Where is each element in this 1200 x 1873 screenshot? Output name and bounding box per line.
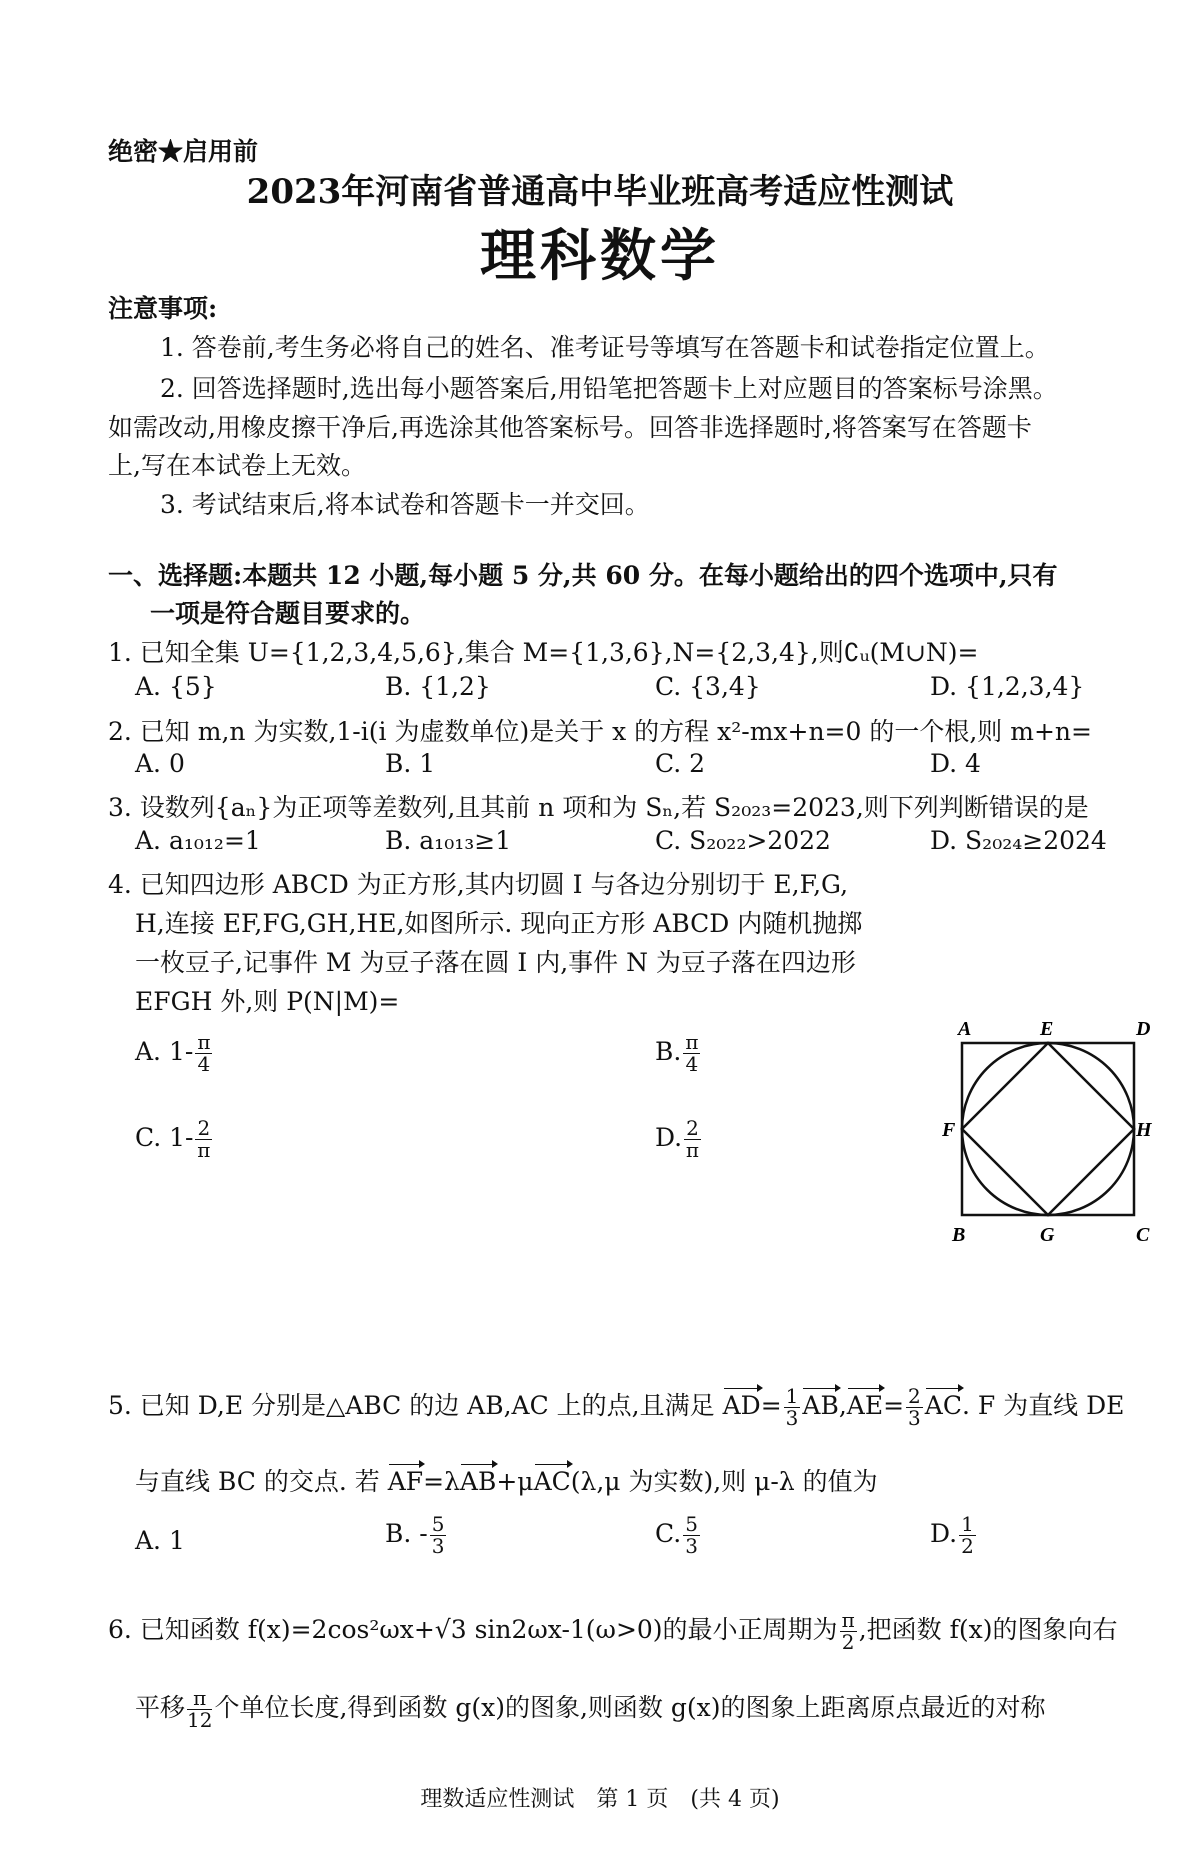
vector-ab-2: AB: [459, 1467, 497, 1496]
note-1: 1. 答卷前,考生务必将自己的姓名、准考证号等填写在答题卡和试卷指定位置上。: [160, 333, 1050, 362]
secret-label: 绝密★启用前: [108, 137, 259, 166]
q4-square-circle-figure: [940, 1015, 1150, 1245]
label-e: E: [1040, 1018, 1054, 1040]
label-g: G: [1040, 1224, 1055, 1246]
vector-ad: AD: [722, 1391, 761, 1420]
q2-option-b: B. 1: [385, 749, 436, 778]
question-5: 5. 已知 D,E 分别是△ABC 的边 AB,AC 上的点,且满足 AD= $\frac{1}{3}$ AB,AE= $\frac{2}{3}$ AC. F 为直线 DE: [108, 1384, 1125, 1430]
section-heading: 一、选择题:本题共 12 小题,每小题 5 分,共 60 分。在每小题给出的四个选项中,只有: [108, 561, 1058, 590]
q5-option-c: C. $\frac{5}{3}$: [655, 1512, 698, 1558]
q1-option-a: A. {5}: [135, 672, 217, 701]
q4-option-c: C. 1- $\frac{2}{\pi}$: [135, 1116, 211, 1162]
question-6: 6. 已知函数 f(x)=2cos²ωx+√3 sin2ωx-1(ω>0)的最小正周期为 $\frac{\pi}{2}$ ,把函数 f(x)的图象向右: [108, 1608, 1118, 1654]
question-4-line-3: 一枚豆子,记事件 M 为豆子落在圆 I 内,事件 N 为豆子落在四边形: [135, 948, 856, 977]
page-footer: 理数适应性测试 第 1 页 (共 4 页): [420, 1787, 780, 1812]
label-f: F: [942, 1119, 956, 1141]
vector-ac-2: AC: [533, 1467, 571, 1496]
label-d: D: [1136, 1018, 1151, 1040]
section-heading-cont: 一项是符合题目要求的。: [150, 599, 426, 628]
vector-ab: AB: [802, 1391, 839, 1420]
q2-option-a: A. 0: [135, 749, 185, 778]
question-6-line-2: 平移 $\frac{\pi}{12}$ 个单位长度,得到函数 g(x)的图象,则函数 g(x)的图象上距离原点最近的对称: [135, 1686, 1046, 1732]
q5-option-a: A. 1: [135, 1526, 185, 1555]
question-4-line-2: H,连接 EF,FG,GH,HE,如图所示. 现向正方形 ABCD 内随机抛掷: [135, 909, 863, 938]
notes-heading: 注意事项:: [108, 294, 218, 323]
q5-option-b: B. - $\frac{5}{3}$: [385, 1512, 445, 1558]
exam-title: 2023年河南省普通高中毕业班高考适应性测试: [246, 172, 954, 212]
q5-option-d: D. $\frac{1}{2}$: [930, 1512, 974, 1558]
vector-af: AF: [387, 1467, 424, 1496]
q3-option-d: D. S₂₀₂₄≥2024: [930, 826, 1107, 855]
q4-option-a: A. 1- $\frac{\pi}{4}$: [135, 1030, 211, 1076]
q4-option-b: B. $\frac{\pi}{4}$: [655, 1030, 699, 1076]
vector-ac: AC: [924, 1391, 962, 1420]
question-2: 2. 已知 m,n 为实数,1-i(i 为虚数单位)是关于 x 的方程 x²-mx+n=0 的一个根,则 m+n=: [108, 717, 1092, 746]
question-1: 1. 已知全集 U={1,2,3,4,5,6},集合 M={1,3,6},N={2,3,4},则∁ᵤ(M∪N)=: [108, 638, 979, 667]
question-3: 3. 设数列{aₙ}为正项等差数列,且其前 n 项和为 Sₙ,若 S₂₀₂₃=2023,则下列判断错误的是: [108, 793, 1089, 822]
q2-option-d: D. 4: [930, 749, 981, 778]
question-5-line-2: 与直线 BC 的交点. 若 AF=λAB+μAC(λ,μ 为实数),则 μ-λ 的值为: [135, 1467, 878, 1496]
label-b: B: [952, 1224, 966, 1246]
q3-option-a: A. a₁₀₁₂=1: [135, 826, 261, 855]
inscribed-circle: [962, 1043, 1134, 1215]
note-3: 3. 考试结束后,将本试卷和答题卡一并交回。: [160, 490, 650, 519]
q4-option-d: D. $\frac{2}{\pi}$: [655, 1116, 700, 1162]
q1-option-c: C. {3,4}: [655, 672, 761, 701]
vector-ae: AE: [846, 1391, 884, 1420]
label-h: H: [1136, 1119, 1152, 1141]
subject-title: 理科数学: [480, 223, 720, 289]
q1-option-b: B. {1,2}: [385, 672, 491, 701]
q3-option-b: B. a₁₀₁₃≥1: [385, 826, 512, 855]
q2-option-c: C. 2: [655, 749, 706, 778]
note-2-end: 上,写在本试卷上无效。: [108, 451, 366, 480]
label-a: A: [958, 1018, 972, 1040]
note-2: 2. 回答选择题时,选出每小题答案后,用铅笔把答题卡上对应题目的答案标号涂黑。: [160, 374, 1058, 403]
question-4: 4. 已知四边形 ABCD 为正方形,其内切圆 I 与各边分别切于 E,F,G,: [108, 870, 849, 899]
note-2-cont: 如需改动,用橡皮擦干净后,再选涂其他答案标号。回答非选择题时,将答案写在答题卡: [108, 413, 1032, 442]
q3-option-c: C. S₂₀₂₂>2022: [655, 826, 831, 855]
label-c: C: [1136, 1224, 1150, 1246]
question-4-line-4: EFGH 外,则 P(N|M)=: [135, 987, 400, 1016]
q1-option-d: D. {1,2,3,4}: [930, 672, 1085, 701]
